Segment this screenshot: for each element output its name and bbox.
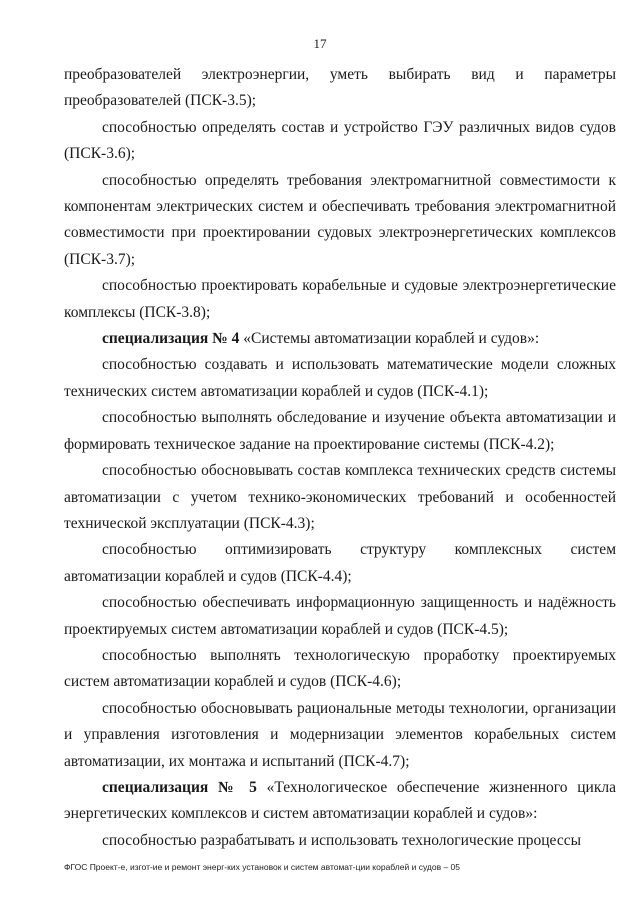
paragraph-pck-4-6: способностью выполнять технологическую проработку проектируемых систем автоматизации кораблей и судов (ПСК-4.6); bbox=[64, 646, 616, 691]
paragraph-pck-4-4: способностью оптимизировать структуру комплексных систем автоматизации кораблей и судов (ПСК-4.4); bbox=[64, 541, 616, 585]
paragraph-pck-5-1-start: способностью разрабатывать и использовать технологические процессы bbox=[102, 831, 581, 849]
paragraph-pck-3-8: способностью проектировать корабельные и судовые электроэнергетические комплексы (ПСК-3.8); bbox=[64, 277, 616, 321]
document-body bbox=[64, 62, 616, 854]
paragraph-pck-4-3: способностью обосновывать состав комплекса технических средств системы автоматизации с учетом технико-экономических требований и особенностей технической эксплуатации (ПСК-4.3); bbox=[64, 462, 616, 532]
paragraph-pck-3-7: способностью определять требования электромагнитной совместимости к компонентам электрических систем и обеспечивать требования электромагнитной совместимости при проектировании судовых электроэнергетических комплексов (ПСК-3.7); bbox=[64, 171, 616, 268]
paragraph-pck-4-2: способностью выполнять обследование и изучение объекта автоматизации и формировать техническое задание на проектирование системы (ПСК-4.2); bbox=[64, 409, 616, 453]
specialization-4-label: специализация № 4 bbox=[102, 330, 240, 348]
page-footer: ФГОС Проект-е, изгот-ие и ремонт энерг-ких установок и систем автомат-ции кораблей и судов – 05 bbox=[64, 862, 461, 872]
specialization-4-heading bbox=[64, 326, 616, 352]
paragraph-pck-3-6: способностью определять состав и устройство ГЭУ различных видов судов (ПСК-3.6); bbox=[64, 118, 616, 163]
specialization-5-title: «Технологическое обеспечение жизненного цикла энергетических комплексов и систем автоматизации кораблей и судов»: bbox=[64, 778, 616, 823]
paragraph-pck-3-5: преобразователей электроэнергии, уметь выбирать вид и параметры преобразователей (ПСК-3.5); bbox=[64, 66, 616, 110]
specialization-5-label: специализация № 5 bbox=[102, 778, 257, 796]
page-number: 17 bbox=[313, 36, 327, 51]
paragraph-pck-4-7: способностью обосновывать рациональные методы технологии, организации и управления изготовления и модернизации элементов корабельных систем автоматизации, их монтажа и испытаний (ПСК-4.7); bbox=[64, 699, 616, 770]
paragraph-pck-4-1: способностью создавать и использовать математические модели сложных технических систем автоматизации кораблей и судов (ПСК-4.1); bbox=[64, 356, 616, 400]
paragraph-pck-4-5: способностью обеспечивать информационную защищенность и надёжность проектируемых систем автоматизации кораблей и судов (ПСК-4.5); bbox=[64, 594, 616, 638]
specialization-5-heading bbox=[64, 775, 616, 828]
specialization-4-title: «Системы автоматизации кораблей и судов»: bbox=[239, 330, 540, 348]
